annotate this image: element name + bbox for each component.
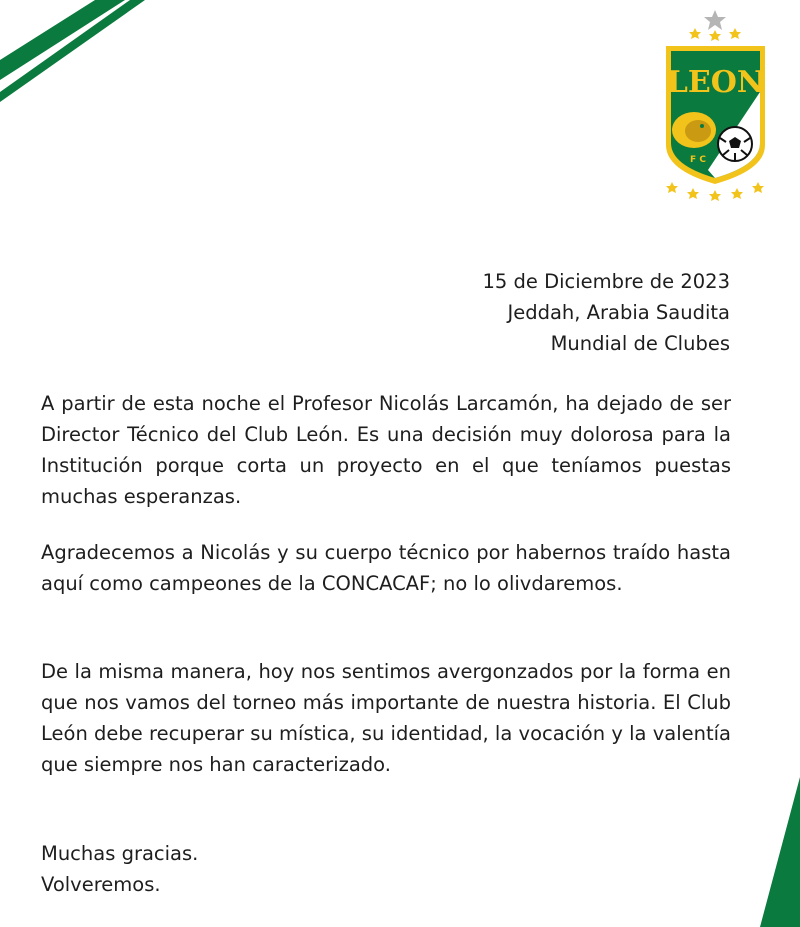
crest-fc-text: F C	[690, 155, 706, 165]
gray-star-icon	[704, 10, 726, 30]
soccer-ball-icon	[718, 127, 752, 161]
corner-stripe-bottom-right	[740, 777, 800, 927]
paragraph-apology: De la misma manera, hoy nos sentimos avergonzados por la forma en que nos vamos del torneo más importante de nuestra historia. El Club León debe recuperar su mística, su identidad, la vocación y la valentía que siempre nos han caracterizado.	[41, 660, 731, 776]
corner-stripes-top-left	[0, 0, 160, 110]
club-leon-crest-logo	[658, 10, 773, 202]
letter-closing	[41, 838, 198, 900]
letter-header	[482, 266, 730, 359]
paragraph-departure-announcement: A partir de esta noche el Profesor Nicolás Larcamón, ha dejado de ser Director Técnico del Club León. Es una decisión muy dolorosa para la Institución porque corta un proyecto en el que teníamos puestas muchas esperanzas.	[41, 392, 731, 508]
gold-stars-top	[689, 28, 741, 41]
letter-location: Jeddah, Arabia Saudita	[507, 301, 730, 324]
letter-event: Mundial de Clubes	[550, 332, 730, 355]
crest-leon-text: LEON	[666, 65, 765, 100]
gold-stars-bottom	[666, 182, 764, 201]
letter-date: 15 de Diciembre de 2023	[482, 270, 730, 293]
lion-head-icon	[672, 112, 716, 148]
closing-thanks: Muchas gracias.	[41, 842, 199, 865]
closing-signoff: Volveremos.	[41, 873, 161, 896]
paragraph-thanks: Agradecemos a Nicolás y su cuerpo técnico por habernos traído hasta aquí como campeones de la CONCACAF; no lo olivdaremos.	[41, 541, 731, 595]
